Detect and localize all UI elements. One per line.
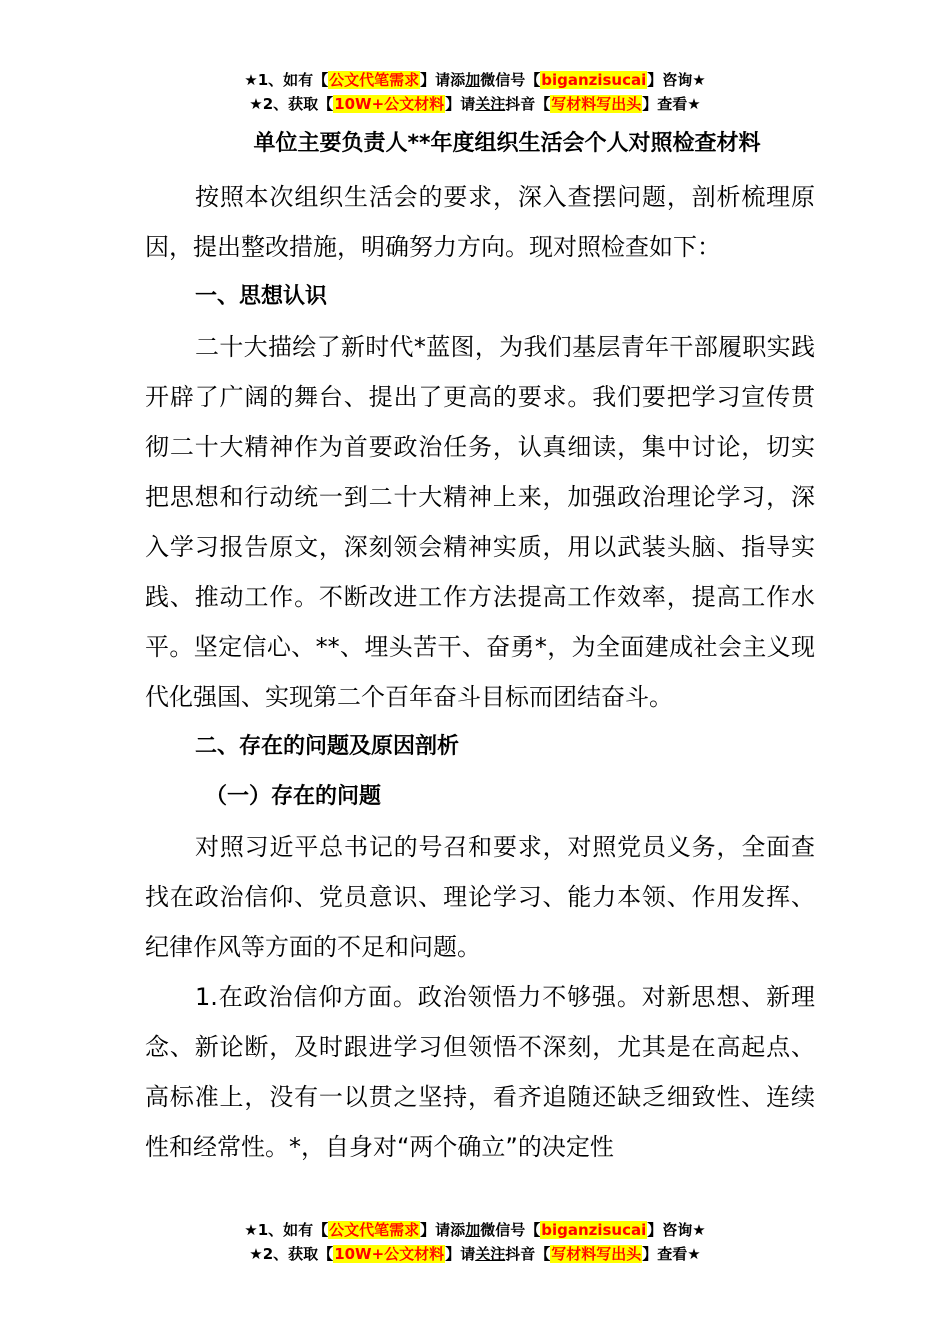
banner-text: 抖音【 <box>505 1245 551 1263</box>
banner-text: 微信号【 <box>480 71 541 89</box>
banner-text: 】查看★ <box>642 95 701 113</box>
banner-text: 】请 <box>445 95 476 113</box>
footer-banner-line-1 <box>0 1218 950 1242</box>
banner-text: 】查看★ <box>642 1245 701 1263</box>
section-paragraph: 二十大描绘了新时代*蓝图，为我们基层青年干部履职实践开辟了广阔的舞台、提出了更高的要求。我们要把学习宣传贯彻二十大精神作为首要政治任务，认真细读，集中讨论，切实把思想和行动统一到二十大精神上来，加强政治理论学习，深入学习报告原文，深刻领会精神实质，用以武装头脑、指导实践、推动工作。不断改进工作方法提高工作效率，提高工作水平。坚定信心、**、埋头苦干、奋勇*，为全面建成社会主义现代化强国、实现第二个百年奋斗目标而团结奋斗。 <box>145 333 815 711</box>
banner-text: 】咨询★ <box>647 1221 706 1239</box>
banner-text: 加 <box>465 71 481 89</box>
banner-highlight: 写材料写出头 <box>551 95 642 113</box>
section-heading: 二、存在的问题及原因剖析 <box>195 734 460 759</box>
banner-text: ★1、如有【 <box>244 1221 329 1239</box>
banner-text: 关注 <box>475 1245 506 1263</box>
banner-text: 】咨询★ <box>647 71 706 89</box>
banner-text: 】请 <box>445 1245 476 1263</box>
banner-text: 抖音【 <box>505 95 551 113</box>
banner-text: ★2、获取【 <box>249 1245 334 1263</box>
banner-text: 加 <box>465 1221 481 1239</box>
intro-paragraph: 按照本次组织生活会的要求，深入查摆问题，剖析梳理原因，提出整改措施，明确努力方向。现对照检查如下： <box>145 183 815 261</box>
document-title: 单位主要负责人**年度组织生活会个人对照检查材料 <box>253 131 761 156</box>
footer-banner-line-2 <box>0 1242 950 1266</box>
banner-text: 】请添 <box>420 71 466 89</box>
header-banner-line-1 <box>0 68 950 92</box>
subsection-heading: （一）存在的问题 <box>205 784 382 809</box>
banner-highlight: 10W+公文材料 <box>334 95 445 113</box>
section-paragraph: 对照习近平总书记的号召和要求，对照党员义务，全面查找在政治信仰、党员意识、理论学习、能力本领、作用发挥、纪律作风等方面的不足和问题。 <box>145 833 815 961</box>
banner-highlight: 写材料写出头 <box>551 1245 642 1263</box>
banner-highlight: 公文代笔需求 <box>329 71 420 89</box>
banner-text: 微信号【 <box>480 1221 541 1239</box>
banner-highlight: 公文代笔需求 <box>329 1221 420 1239</box>
header-banner-line-2 <box>0 92 950 116</box>
banner-highlight: biganzisucai <box>541 71 647 89</box>
banner-text: 】请添 <box>420 1221 466 1239</box>
document-body <box>145 172 815 1172</box>
banner-highlight: biganzisucai <box>541 1221 647 1239</box>
banner-highlight: 10W+公文材料 <box>334 1245 445 1263</box>
banner-text: ★1、如有【 <box>244 71 329 89</box>
banner-text: ★2、获取【 <box>249 95 334 113</box>
list-item-paragraph: 1.在政治信仰方面。政治领悟力不够强。对新思想、新理念、新论断，及时跟进学习但领悟不深刻，尤其是在高起点、高标准上，没有一以贯之坚持，看齐追随还缺乏细致性、连续性和经常性。*，自身对“两个确立”的决定性 <box>145 983 815 1161</box>
section-heading: 一、思想认识 <box>195 284 328 309</box>
banner-text: 关注 <box>475 95 506 113</box>
